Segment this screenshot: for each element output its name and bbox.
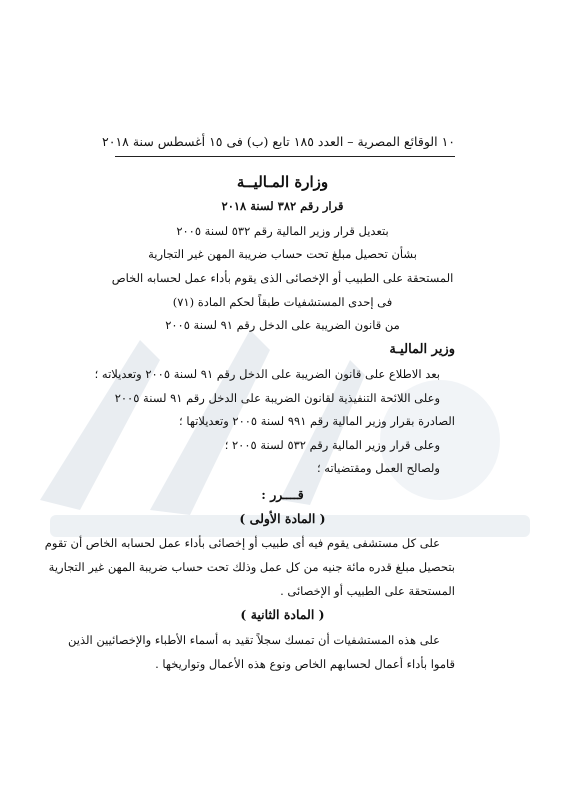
preamble-line: بعد الاطلاع على قانون الضريبة على الدخل رقم ٩١ لسنة ٢٠٠٥ وتعديلاته ؛	[94, 367, 440, 381]
article-1-line: بتحصيل مبلغ قدره مائة جنيه من كل عمل وذلك تحت حساب ضريبة المهن غير التجارية	[48, 560, 455, 574]
preamble-line: الصادرة بقرار وزير المالية رقم ٩٩١ لسنة ٢٠٠٥ وتعديلاتها ؛	[179, 414, 455, 428]
preamble-line: وعلى قرار وزير المالية رقم ٥٣٢ لسنة ٢٠٠٥ ؛	[224, 438, 440, 452]
article-1-line: على كل مستشفى يقوم فيه أى طبيب أو إخصائى بأداء عمل لحسابه الخاص أن تقوم	[44, 536, 440, 550]
article-1-line: المستحقة على الطبيب أو الإخصائى .	[280, 584, 455, 598]
ministry-name: وزارة المـاليــة	[236, 173, 329, 191]
subject-line: بشأن تحصيل مبلغ تحت حساب ضريبة المهن غير التجارية	[148, 247, 417, 261]
article-2-line: قاموا بأداء أعمال لحسابهم الخاص ونوع هذه الأعمال وتواريخها .	[155, 657, 455, 671]
minister-heading: وزير الماليـة	[389, 342, 455, 357]
subject-line: فى إحدى المستشفيات طبقاً لحكم المادة (٧١)	[172, 295, 393, 309]
subject-line: بتعديل قرار وزير المالية رقم ٥٣٢ لسنة ٢٠٠٥	[176, 224, 389, 238]
preamble-line: ولصالح العمل ومقتضياته ؛	[316, 461, 440, 475]
article-2-title: ( المادة الثانية )	[240, 607, 325, 622]
subject-line: من قانون الضريبة على الدخل رقم ٩١ لسنة ٢٠٠٥	[165, 318, 400, 332]
decree-title: قرار رقم ٣٨٢ لسنة ٢٠١٨	[221, 199, 344, 213]
article-1-title: ( المادة الأولى )	[239, 511, 326, 526]
subject-line: المستحقة على الطبيب أو الإخصائى الذى يقوم بأداء عمل لحسابه الخاص	[111, 271, 454, 285]
preamble-line: وعلى اللائحة التنفيذية لقانون الضريبة على الدخل رقم ٩١ لسنة ٢٠٠٥	[114, 391, 440, 405]
header-divider	[115, 156, 455, 157]
decides-heading: قــــرر :	[261, 487, 304, 502]
page-header: ١٠ الوقائع المصرية – العدد ١٨٥ تابع (ب) فى ١٥ أغسطس سنة ٢٠١٨	[102, 134, 455, 149]
article-2-line: على هذه المستشفيات أن تمسك سجلاً تقيد به أسماء الأطباء والإخصائيين الذين	[68, 633, 440, 647]
